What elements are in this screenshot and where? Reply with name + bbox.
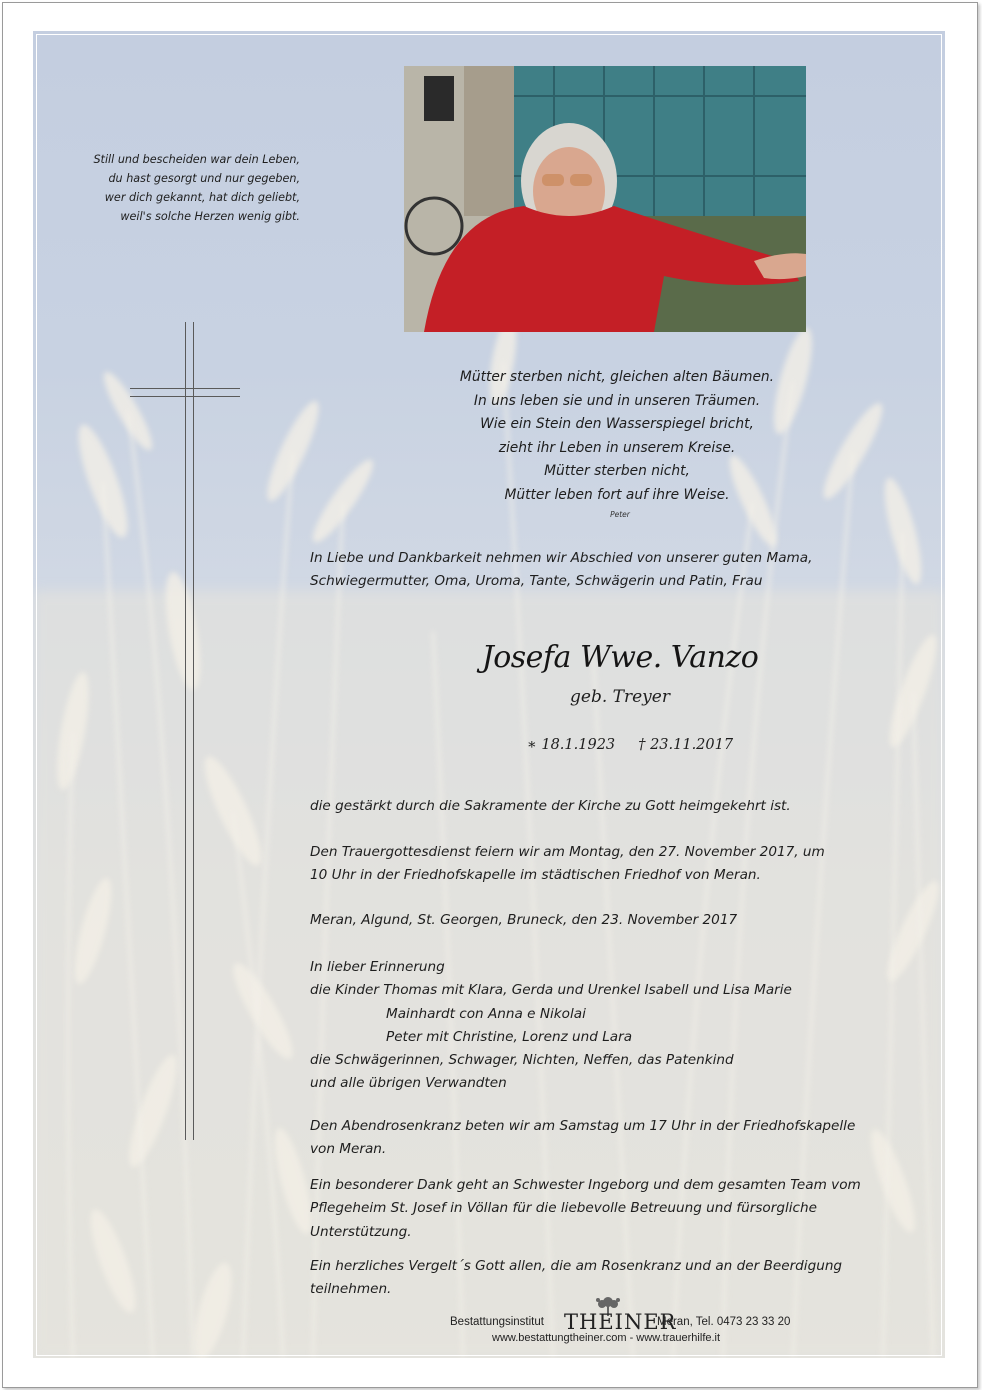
poem-left-line: wer dich gekannt, hat dich geliebt, [104,191,300,204]
gratitude-line: teilnehmen. [310,1281,392,1298]
mourners-line: Mainhardt con Anna e Nikolai [386,1005,586,1022]
rosary-text [310,1115,920,1162]
service-text [310,841,920,888]
poem-left-line: du hast gesorgt und nur gegeben, [108,172,300,185]
cross-vertical-icon [185,322,195,1140]
intro-line: In Liebe und Dankbarkeit nehmen wir Abschied von unserer guten Mama, [310,550,813,566]
cross-horizontal-icon [130,388,240,398]
rosary-line: Den Abendrosenkranz beten wir am Samstag um 17 Uhr in der Friedhofskapelle [310,1118,856,1134]
birth-date: 18.1.1923 [541,737,616,753]
deceased-name: Josefa Wwe. Vanzo [481,640,759,675]
brand-logo: THEINER [564,1310,677,1334]
birth-star-icon: ∗ [526,737,537,753]
institute-label: Bestattungsinstitut [450,1316,544,1328]
poem-line: In uns leben sie und in unseren Träumen. [473,392,761,409]
birth-name: geb. Treyer [570,687,670,707]
poem-left [60,150,300,226]
intro-line: Schwiegermutter, Oma, Uroma, Tante, Schwägerin und Patin, Frau [310,573,763,590]
thanks-text [310,1174,920,1244]
portrait-photo [404,66,806,332]
mourners-line: die Kinder Thomas mit Klara, Gerda und Urenkel Isabell und Lisa Marie [310,982,792,999]
mourners-line: Peter mit Christine, Lorenz und Lara [386,1028,633,1045]
rosary-line: von Meran. [310,1141,387,1158]
place-date-line: Meran, Algund, St. Georgen, Bruneck, den 23. November 2017 [310,912,738,928]
sacraments-text [310,795,920,818]
mourners-line: die Schwägerinnen, Schwager, Nichten, Neffen, das Patenkind [310,1052,734,1069]
poem-line: Mütter leben fort auf ihre Weise. [504,486,730,503]
mourners-line: und alle übrigen Verwandten [310,1075,507,1092]
thanks-line: Pflegeheim St. Josef in Völlan für die liebevolle Betreuung und fürsorgliche [310,1200,817,1217]
gratitude-line: Ein herzliches Vergelt´s Gott allen, die am Rosenkranz und an der Beerdigung [310,1258,843,1274]
intro-text [310,547,920,594]
poem-line: zieht ihr Leben in unserem Kreise. [498,439,736,456]
death-date: 23.11.2017 [650,737,734,753]
life-dates [500,737,760,753]
service-line: 10 Uhr in der Friedhofskapelle im städtischen Friedhof von Meran. [310,867,761,884]
poem-line: Wie ein Stein den Wasserspiegel bricht, [480,416,754,432]
poem-left-line: Still und bescheiden war dein Leben, [93,153,300,166]
thanks-line: Ein besonderer Dank geht an Schwester Ingeborg und dem gesamten Team vom [310,1177,861,1193]
poem-author: Peter [610,510,630,519]
website-links[interactable]: www.bestattungtheiner.com - www.trauerhilfe.it [492,1332,721,1344]
mourners [310,956,920,1096]
service-line: Den Trauergottesdienst feiern wir am Montag, den 27. November 2017, um [310,844,825,860]
death-cross-icon: † [638,737,646,753]
thanks-line: Unterstützung. [310,1223,412,1240]
poem-left-line: weil's solche Herzen wenig gibt. [120,210,300,223]
poem-line: Mütter sterben nicht, gleichen alten Bäumen. [459,369,775,385]
contact-info: Meran, Tel. 0473 23 33 20 [657,1316,791,1328]
sacraments-line: die gestärkt durch die Sakramente der Kirche zu Gott heimgekehrt ist. [310,798,791,814]
poem-line: Mütter sterben nicht, [544,463,690,479]
mourners-heading: In lieber Erinnerung [310,959,445,975]
place-date [310,909,920,932]
poem-center [380,366,854,507]
